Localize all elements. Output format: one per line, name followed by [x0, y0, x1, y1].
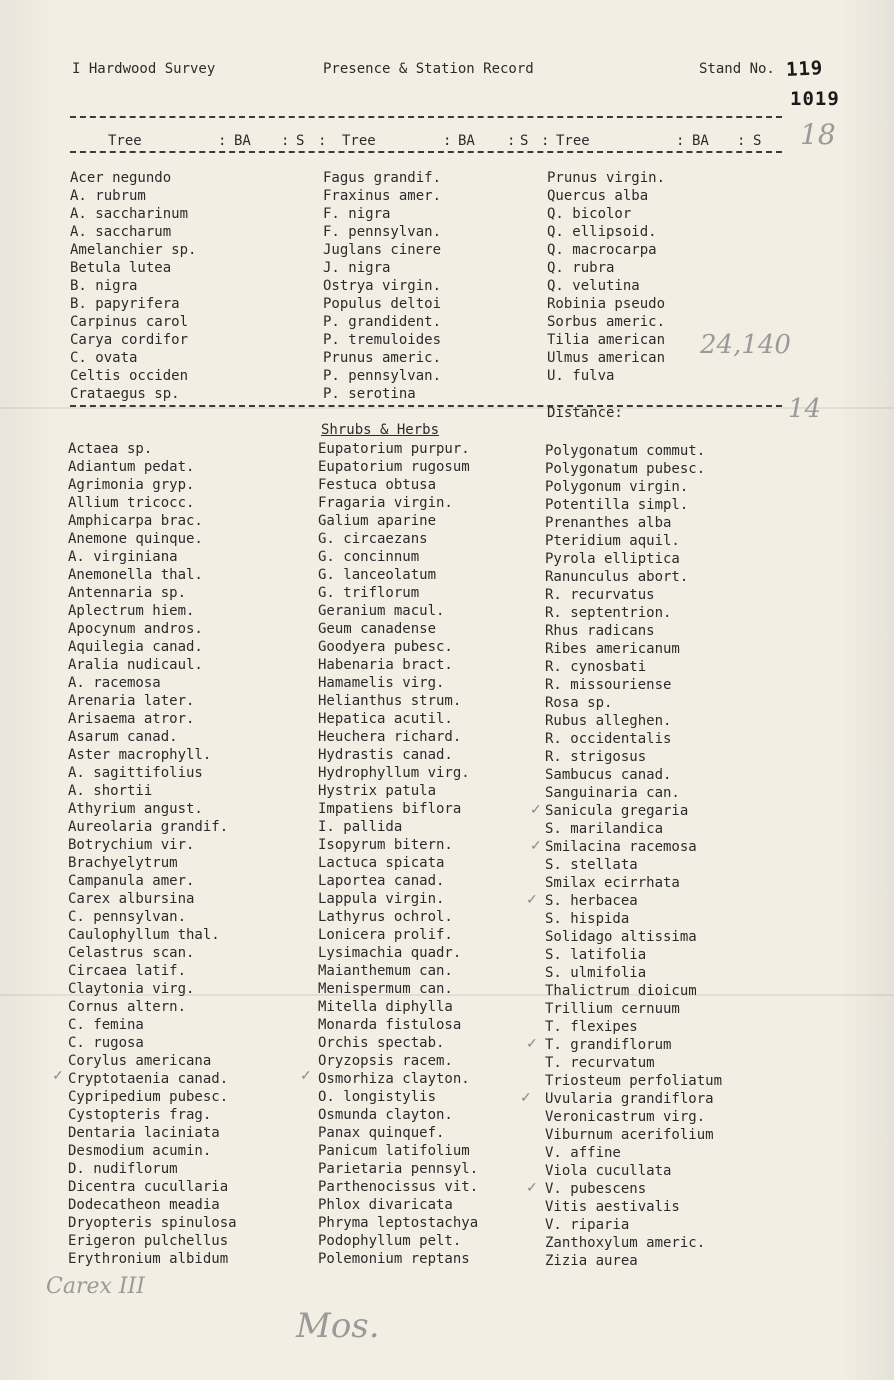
col-header-tree-3: Tree [556, 133, 590, 149]
species-entry: Cypripedium pubesc. [68, 1089, 229, 1105]
species-entry: Polygonatum pubesc. [545, 461, 706, 477]
col-sep: : [281, 133, 290, 149]
species-entry: Tilia american [547, 332, 666, 348]
species-entry: Aplectrum hiem. [68, 603, 195, 619]
species-entry: Betula lutea [70, 260, 172, 276]
species-entry: Prunus americ. [323, 350, 442, 366]
species-entry: Viola cucullata [545, 1163, 672, 1179]
species-entry: Fragaria virgin. [318, 495, 453, 511]
species-entry: Hepatica acutil. [318, 711, 453, 727]
species-entry: Fagus grandif. [323, 170, 442, 186]
species-entry: Dentaria laciniata [68, 1125, 220, 1141]
species-entry: Anemone quinque. [68, 531, 203, 547]
header-rule-top [70, 116, 782, 118]
species-entry: V. affine [545, 1145, 621, 1161]
col-sep: : [507, 133, 516, 149]
species-entry: G. concinnum [318, 549, 420, 565]
species-entry: Rubus alleghen. [545, 713, 672, 729]
species-entry: A. shortii [68, 783, 153, 799]
species-entry: R. cynosbati [545, 659, 647, 675]
species-entry: C. ovata [70, 350, 138, 366]
species-entry: Eupatorium rugosum [318, 459, 470, 475]
species-entry: R. septentrion. [545, 605, 672, 621]
species-entry: Caulophyllum thal. [68, 927, 220, 943]
species-entry: T. recurvatum [545, 1055, 655, 1071]
species-entry: S. herbacea [545, 893, 638, 909]
species-entry: Aralia nudicaul. [68, 657, 203, 673]
species-entry: Antennaria sp. [68, 585, 187, 601]
species-entry: Prenanthes alba [545, 515, 672, 531]
species-entry: Isopyrum bitern. [318, 837, 453, 853]
species-entry: Cornus altern. [68, 999, 187, 1015]
species-entry: Impatiens biflora [318, 801, 462, 817]
species-entry: Carya cordifor [70, 332, 189, 348]
stand-number-stamp: 1019 [790, 88, 840, 110]
species-entry: D. nudiflorum [68, 1161, 178, 1177]
species-entry: C. pennsylvan. [68, 909, 187, 925]
species-entry: Uvularia grandiflora [545, 1091, 714, 1107]
species-entry: A. sagittifolius [68, 765, 203, 781]
species-entry: Brachyelytrum [68, 855, 178, 871]
species-entry: Potentilla simpl. [545, 497, 689, 513]
species-entry: Dicentra cucullaria [68, 1179, 229, 1195]
handwritten-note: Carex III [46, 1274, 145, 1299]
species-entry: Ranunculus abort. [545, 569, 689, 585]
col-sep: : [218, 133, 227, 149]
species-entry: Viburnum acerifolium [545, 1127, 714, 1143]
species-entry: Cryptotaenia canad. [68, 1071, 229, 1087]
species-entry: Q. macrocarpa [547, 242, 657, 258]
species-entry: V. pubescens [545, 1181, 647, 1197]
herb-list-col1 [68, 440, 237, 1268]
species-entry: Lysimachia quadr. [318, 945, 462, 961]
species-entry: Osmorhiza clayton. [318, 1071, 470, 1087]
margin-note-distance-value: 24,140 [700, 330, 791, 360]
species-entry: Lappula virgin. [318, 891, 445, 907]
species-entry: Lonicera prolif. [318, 927, 453, 943]
species-entry: Anemonella thal. [68, 567, 203, 583]
species-entry: Maianthemum can. [318, 963, 453, 979]
species-entry: F. nigra [323, 206, 391, 222]
species-entry: Dryopteris spinulosa [68, 1215, 237, 1231]
species-entry: Ribes americanum [545, 641, 680, 657]
species-entry: P. grandident. [323, 314, 442, 330]
distance-note: 14 [788, 394, 822, 424]
species-entry: Smilax ecirrhata [545, 875, 680, 891]
species-entry: Amphicarpa brac. [68, 513, 203, 529]
species-entry: Phlox divaricata [318, 1197, 453, 1213]
herb-list-col3 [545, 442, 722, 1270]
distance-label: Distance: [547, 405, 623, 421]
species-entry: Geum canadense [318, 621, 437, 637]
check-mark-icon: ✓ [52, 1068, 64, 1084]
species-entry: Aureolaria grandif. [68, 819, 229, 835]
species-entry: Rosa sp. [545, 695, 613, 711]
species-entry: Populus deltoi [323, 296, 442, 312]
species-entry: Smilacina racemosa [545, 839, 697, 855]
species-entry: Q. bicolor [547, 206, 632, 222]
species-entry: Hamamelis virg. [318, 675, 445, 691]
species-entry: Circaea latif. [68, 963, 187, 979]
species-entry: Hystrix patula [318, 783, 437, 799]
species-entry: Orchis spectab. [318, 1035, 445, 1051]
species-entry: Botrychium vir. [68, 837, 195, 853]
species-entry: Q. ellipsoid. [547, 224, 657, 240]
species-entry: Pyrola elliptica [545, 551, 680, 567]
species-entry: Ostrya virgin. [323, 278, 442, 294]
species-entry: Galium aparine [318, 513, 437, 529]
species-entry: Lactuca spicata [318, 855, 445, 871]
species-entry: Sorbus americ. [547, 314, 666, 330]
species-entry: Solidago altissima [545, 929, 697, 945]
species-entry: Rhus radicans [545, 623, 655, 639]
species-entry: T. flexipes [545, 1019, 638, 1035]
species-entry: A. racemosa [68, 675, 161, 691]
species-entry: Hydrophyllum virg. [318, 765, 470, 781]
species-entry: Sambucus canad. [545, 767, 672, 783]
col-header-tree-2: Tree [342, 133, 376, 149]
species-entry: Polygonum virgin. [545, 479, 689, 495]
species-entry: Q. rubra [547, 260, 615, 276]
species-entry: Trillium cernuum [545, 1001, 680, 1017]
col-header-s-3: S [753, 133, 762, 149]
species-entry: J. nigra [323, 260, 391, 276]
species-entry: Goodyera pubesc. [318, 639, 453, 655]
species-entry: Aster macrophyll. [68, 747, 212, 763]
species-entry: Quercus alba [547, 188, 649, 204]
species-entry: Athyrium angust. [68, 801, 203, 817]
species-entry: T. grandiflorum [545, 1037, 672, 1053]
tree-list-col1 [70, 169, 196, 403]
species-entry: A. saccharum [70, 224, 172, 240]
species-entry: R. strigosus [545, 749, 647, 765]
herb-list-col2 [318, 440, 478, 1268]
species-entry: Parthenocissus vit. [318, 1179, 479, 1195]
col-sep: : [443, 133, 452, 149]
species-entry: Juglans cinere [323, 242, 442, 258]
species-entry: Zizia aurea [545, 1253, 638, 1269]
check-mark-icon: ✓ [530, 802, 542, 818]
check-mark-icon: ✓ [530, 838, 542, 854]
species-entry: Helianthus strum. [318, 693, 462, 709]
species-entry: Thalictrum dioicum [545, 983, 697, 999]
species-entry: R. missouriense [545, 677, 672, 693]
species-entry: Apocynum andros. [68, 621, 203, 637]
check-mark-icon: ✓ [520, 1090, 532, 1106]
species-entry: Crataegus sp. [70, 386, 180, 402]
species-entry: Veronicastrum virg. [545, 1109, 706, 1125]
species-entry: I. pallida [318, 819, 403, 835]
species-entry: Cystopteris frag. [68, 1107, 212, 1123]
tree-list-col3 [547, 169, 665, 385]
species-entry: A. rubrum [70, 188, 146, 204]
species-entry: Habenaria bract. [318, 657, 453, 673]
species-entry: O. longistylis [318, 1089, 437, 1105]
section-title-shrubs-herbs: Shrubs & Herbs [321, 422, 440, 438]
species-entry: Q. velutina [547, 278, 640, 294]
species-entry: B. nigra [70, 278, 138, 294]
species-entry: Aquilegia canad. [68, 639, 203, 655]
col-header-ba-3: BA [692, 133, 709, 149]
species-entry: S. hispida [545, 911, 630, 927]
check-mark-icon: ✓ [526, 1180, 538, 1196]
species-entry: C. femina [68, 1017, 144, 1033]
margin-note: 18 [800, 118, 836, 151]
species-entry: Polygonatum commut. [545, 443, 706, 459]
handwritten-signature: Mos. [296, 1306, 380, 1346]
species-entry: Desmodium acumin. [68, 1143, 212, 1159]
stand-label: Stand No. [699, 61, 775, 77]
species-entry: S. ulmifolia [545, 965, 647, 981]
species-entry: U. fulva [547, 368, 615, 384]
species-entry: Pteridium aquil. [545, 533, 680, 549]
species-entry: Arenaria later. [68, 693, 195, 709]
species-entry: Heuchera richard. [318, 729, 462, 745]
species-entry: Osmunda clayton. [318, 1107, 453, 1123]
tree-list-col2 [323, 169, 441, 403]
species-entry: Polemonium reptans [318, 1251, 470, 1267]
species-entry: Campanula amer. [68, 873, 195, 889]
species-entry: F. pennsylvan. [323, 224, 442, 240]
species-entry: Adiantum pedat. [68, 459, 195, 475]
species-entry: Asarum canad. [68, 729, 178, 745]
species-entry: Acer negundo [70, 170, 172, 186]
species-entry: Carex albursina [68, 891, 195, 907]
species-entry: Geranium macul. [318, 603, 445, 619]
species-entry: Phryma leptostachya [318, 1215, 479, 1231]
species-entry: Erythronium albidum [68, 1251, 229, 1267]
species-entry: Triosteum perfoliatum [545, 1073, 723, 1089]
species-entry: Festuca obtusa [318, 477, 437, 493]
species-entry: A. saccharinum [70, 206, 189, 222]
species-entry: Lathyrus ochrol. [318, 909, 453, 925]
species-entry: P. serotina [323, 386, 416, 402]
species-entry: G. triflorum [318, 585, 420, 601]
species-entry: Panax quinquef. [318, 1125, 445, 1141]
col-sep: : [737, 133, 746, 149]
col-sep: : [541, 133, 550, 149]
species-entry: Prunus virgin. [547, 170, 666, 186]
species-entry: B. papyrifera [70, 296, 180, 312]
col-header-s-2: S [520, 133, 529, 149]
survey-title: I Hardwood Survey [72, 61, 216, 77]
species-entry: Robinia pseudo [547, 296, 666, 312]
col-header-s-1: S [296, 133, 305, 149]
species-entry: R. recurvatus [545, 587, 655, 603]
species-entry: S. latifolia [545, 947, 647, 963]
species-entry: Carpinus carol [70, 314, 189, 330]
species-entry: C. rugosa [68, 1035, 144, 1051]
species-entry: Claytonia virg. [68, 981, 195, 997]
species-entry: Monarda fistulosa [318, 1017, 462, 1033]
species-entry: Laportea canad. [318, 873, 445, 889]
species-entry: Zanthoxylum americ. [545, 1235, 706, 1251]
species-entry: Sanicula gregaria [545, 803, 689, 819]
check-mark-icon: ✓ [300, 1068, 312, 1084]
species-entry: Mitella diphylla [318, 999, 453, 1015]
species-entry: Eupatorium purpur. [318, 441, 470, 457]
species-entry: P. tremuloides [323, 332, 442, 348]
check-mark-icon: ✓ [526, 892, 538, 908]
species-entry: G. circaezans [318, 531, 428, 547]
species-entry: G. lanceolatum [318, 567, 437, 583]
species-entry: Podophyllum pelt. [318, 1233, 462, 1249]
species-entry: Hydrastis canad. [318, 747, 453, 763]
species-entry: Agrimonia gryp. [68, 477, 195, 493]
species-entry: Corylus americana [68, 1053, 212, 1069]
species-entry: S. stellata [545, 857, 638, 873]
species-entry: Parietaria pennsyl. [318, 1161, 479, 1177]
record-title: Presence & Station Record [323, 61, 534, 77]
stand-number: 119 [785, 57, 824, 81]
species-entry: Ulmus american [547, 350, 666, 366]
species-entry: Menispermum can. [318, 981, 453, 997]
species-entry: Fraxinus amer. [323, 188, 442, 204]
col-sep: : [318, 133, 327, 149]
species-entry: Actaea sp. [68, 441, 153, 457]
species-entry: Celastrus scan. [68, 945, 195, 961]
species-entry: R. occidentalis [545, 731, 672, 747]
col-sep: : [676, 133, 685, 149]
species-entry: Dodecatheon meadia [68, 1197, 220, 1213]
check-mark-icon: ✓ [526, 1036, 538, 1052]
header-rule-bottom [70, 151, 782, 153]
species-entry: Celtis occiden [70, 368, 189, 384]
species-entry: V. riparia [545, 1217, 630, 1233]
species-entry: P. pennsylvan. [323, 368, 442, 384]
trees-rule-bottom [70, 405, 782, 407]
species-entry: Panicum latifolium [318, 1143, 470, 1159]
species-entry: S. marilandica [545, 821, 664, 837]
species-entry: Oryzopsis racem. [318, 1053, 453, 1069]
species-entry: Arisaema atror. [68, 711, 195, 727]
species-entry: Allium tricocc. [68, 495, 195, 511]
species-entry: Amelanchier sp. [70, 242, 197, 258]
species-entry: Sanguinaria can. [545, 785, 680, 801]
paper-fold [0, 407, 894, 409]
species-entry: Vitis aestivalis [545, 1199, 680, 1215]
species-entry: A. virginiana [68, 549, 178, 565]
col-header-ba-1: BA [234, 133, 251, 149]
col-header-tree-1: Tree [108, 133, 142, 149]
species-entry: Erigeron pulchellus [68, 1233, 229, 1249]
col-header-ba-2: BA [458, 133, 475, 149]
